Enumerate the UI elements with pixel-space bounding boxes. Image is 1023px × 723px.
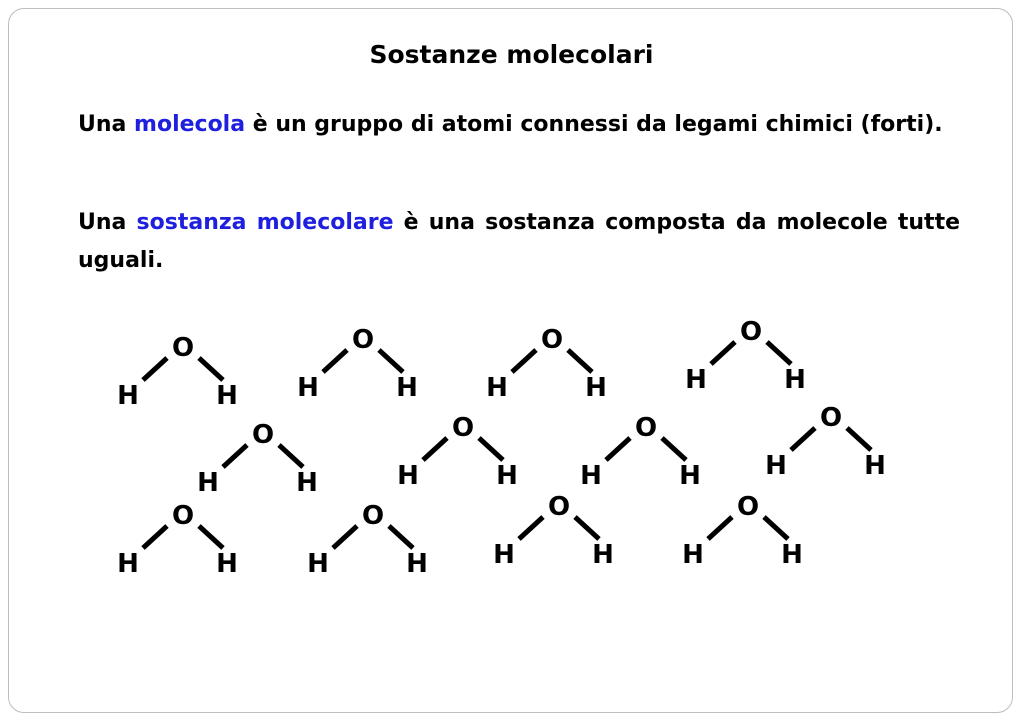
keyword-molecola: molecola [134,112,246,137]
water-molecule [482,326,622,406]
hydrogen-atom-left: H [682,540,704,570]
water-molecule [193,421,333,501]
hydrogen-atom-right: H [216,381,238,411]
water-molecule [303,502,443,582]
hydrogen-atom-right: H [781,540,803,570]
hydrogen-atom-left: H [307,549,329,579]
oxygen-atom: O [251,420,275,450]
oxygen-atom: O [739,317,763,347]
hydrogen-atom-left: H [397,461,419,491]
bond-left [512,350,536,372]
bond-left [606,438,630,460]
bond-right [575,517,599,539]
water-molecule [678,493,818,573]
bond-left [323,350,347,372]
hydrogen-atom-left: H [486,373,508,403]
hydrogen-atom-left: H [580,461,602,491]
definition-sostanza-molecolare [78,204,960,280]
bond-right [279,445,303,467]
hydrogen-atom-left: H [117,549,139,579]
water-molecule [393,414,533,494]
hydrogen-atom-right: H [296,468,318,498]
hydrogen-atom-right: H [496,461,518,491]
water-molecule [113,502,253,582]
bond-right [389,526,413,548]
oxygen-atom: O [171,501,195,531]
water-molecule [293,326,433,406]
bond-right [568,350,592,372]
hydrogen-atom-right: H [592,540,614,570]
hydrogen-atom-left: H [117,381,139,411]
bond-right [199,526,223,548]
oxygen-atom: O [171,333,195,363]
oxygen-atom: O [451,413,475,443]
bond-left [223,445,247,467]
bond-right [847,428,871,450]
keyword-sostanza-molecolare: sostanza molecolare [136,210,394,235]
bond-left [708,517,732,539]
oxygen-atom: O [634,413,658,443]
oxygen-atom: O [547,492,571,522]
bond-right [764,517,788,539]
oxygen-atom: O [351,325,375,355]
hydrogen-atom-right: H [216,549,238,579]
hydrogen-atom-right: H [396,373,418,403]
hydrogen-atom-right: H [784,365,806,395]
bond-right [379,350,403,372]
bond-left [143,358,167,380]
hydrogen-atom-left: H [685,365,707,395]
water-molecule [681,318,821,398]
oxygen-atom: O [819,403,843,433]
hydrogen-atom-left: H [297,373,319,403]
p2-before: Una [78,210,137,235]
bond-right [199,358,223,380]
oxygen-atom: O [540,325,564,355]
bond-left [711,342,735,364]
bond-left [791,428,815,450]
slide-title: Sostanze molecolari [369,40,654,69]
oxygen-atom: O [361,501,385,531]
bond-right [767,342,791,364]
bond-left [143,526,167,548]
bond-right [662,438,686,460]
bond-left [519,517,543,539]
water-molecule [761,404,901,484]
water-molecule [113,334,253,414]
p1-after: è un gruppo di atomi connessi da legami chimici (forti). [245,112,943,137]
hydrogen-atom-right: H [406,549,428,579]
water-molecule [576,414,716,494]
hydrogen-atom-left: H [765,451,787,481]
water-molecule [489,493,629,573]
hydrogen-atom-right: H [679,461,701,491]
oxygen-atom: O [736,492,760,522]
definition-molecola [78,108,960,141]
hydrogen-atom-left: H [493,540,515,570]
hydrogen-atom-right: H [864,451,886,481]
hydrogen-atom-right: H [585,373,607,403]
hydrogen-atom-left: H [197,468,219,498]
bond-right [479,438,503,460]
p1-before: Una [78,112,135,137]
bond-left [423,438,447,460]
p2-after: è una sostanza composta da molecole tutte uguali. [78,210,961,273]
bond-left [333,526,357,548]
